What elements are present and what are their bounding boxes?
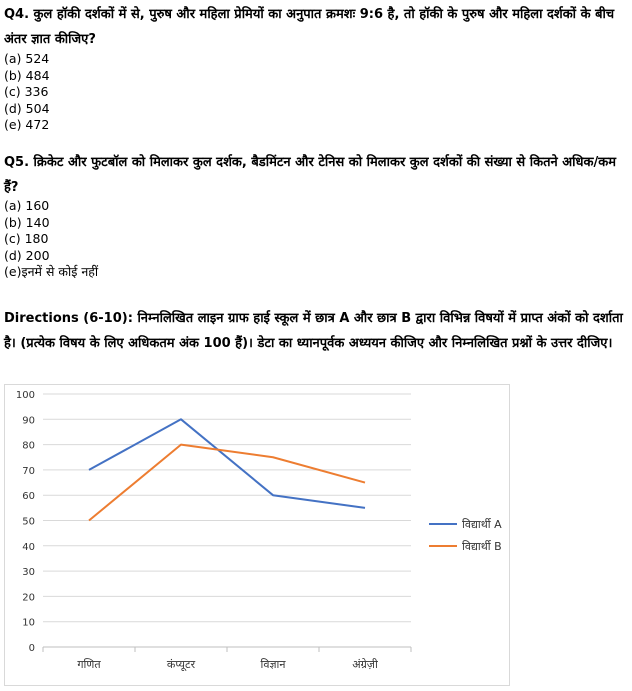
y-tick-label: 30 [22, 567, 35, 579]
question-5-options [4, 198, 98, 281]
option-b: (b) 484 [4, 67, 50, 83]
series-line-0 [89, 419, 365, 508]
option-d: (d) 200 [4, 247, 50, 263]
option-c: (c) 180 [4, 231, 49, 246]
option-b: (b) 140 [4, 214, 50, 230]
question-5-title: Q5. क्रिकेट और फुटबॉल को मिलाकर कुल दर्शक, बैडमिंटन और टेनिस को मिलाकर कुल दर्शकों की संख्या से कितने अधिक/कम हैं? [4, 155, 617, 195]
option-c: (c) 336 [4, 84, 49, 99]
directions-text: Directions (6-10): निम्नलिखित लाइन ग्राफ हाई स्कूल में छात्र A और छात्र B द्वारा विभिन्न विषयों में प्राप्त अंकों को दर्शाता है। (प्रत्येक विषय के लिए अधिकतम अंक 100 हैं)। डेटा का ध्यानपूर्वक अध्ययन कीजिए और निम्नलिखित प्रश्नों के उत्तर दीजिए। [4, 311, 623, 351]
y-tick-label: 70 [22, 465, 35, 477]
grid-layer [43, 394, 411, 652]
y-tick-label: 80 [22, 440, 35, 452]
option-a: (a) 524 [4, 51, 50, 66]
y-tick-label: 50 [22, 516, 35, 528]
chart-svg [5, 385, 511, 687]
y-tick-label: 100 [15, 390, 35, 401]
option-a: (a) 160 [4, 198, 50, 213]
x-tick-label: अंग्रेज़ी [352, 658, 378, 671]
option-d: (d) 504 [4, 100, 50, 116]
option-e: (e)इनमें से कोई नहीं [4, 264, 99, 279]
y-tick-label: 40 [22, 541, 35, 553]
line-chart [4, 384, 510, 686]
y-tick-label: 60 [22, 491, 35, 503]
legend-label-0: विद्यार्थी A [462, 518, 502, 531]
x-tick-label: कंप्यूटर [166, 658, 196, 671]
y-tick-label: 20 [22, 592, 35, 604]
question-4-options [4, 51, 50, 134]
y-tick-label: 90 [22, 415, 35, 427]
question-4-title: Q4. कुल हॉकी दर्शकों में से, पुरुष और महिला प्रेमियों का अनुपात क्रमशः 9:6 है, तो हॉकी के पुरुष और महिला दर्शकों के बीच अंतर ज्ञात कीजिए? [4, 7, 615, 47]
legend-label-1: विद्यार्थी B [462, 540, 502, 553]
option-e: (e) 472 [4, 117, 50, 132]
y-tick-label: 0 [28, 643, 35, 654]
legend-layer [429, 518, 502, 553]
x-tick-label: विज्ञान [260, 658, 286, 671]
y-tick-label: 10 [22, 617, 35, 629]
x-tick-label: गणित [77, 658, 101, 671]
